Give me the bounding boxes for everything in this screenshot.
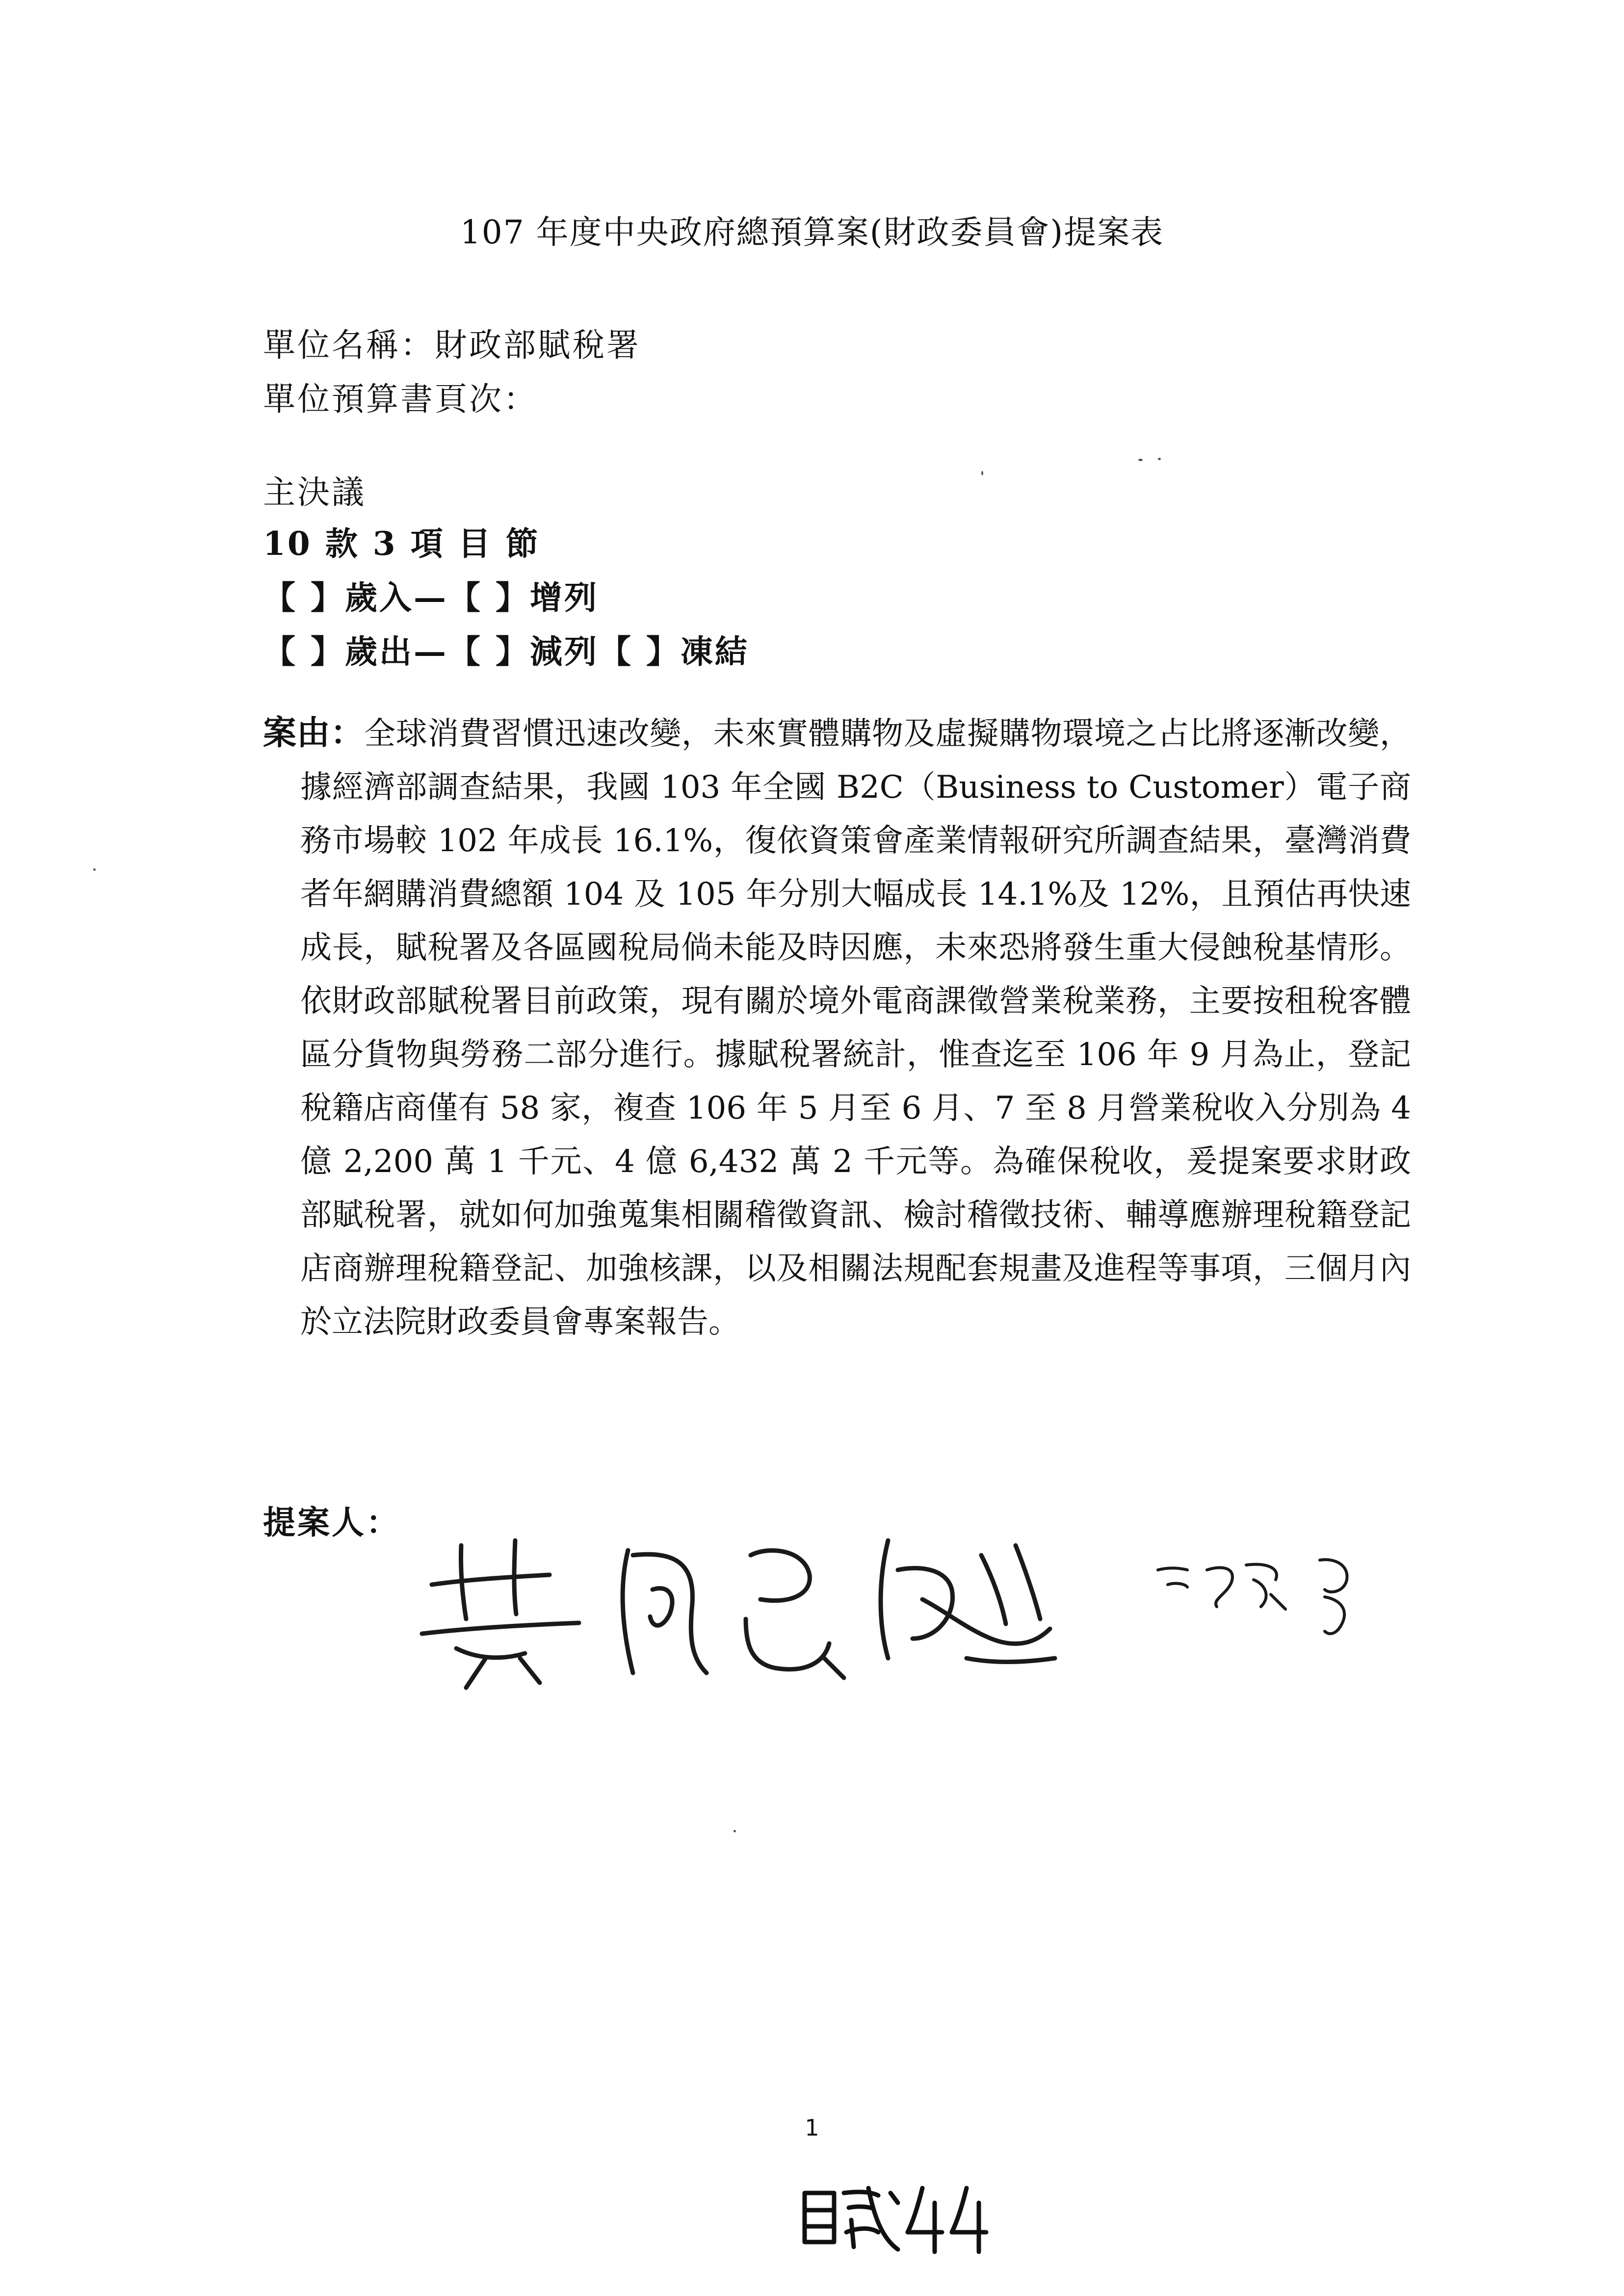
expense-line: 【 】歲出—【 】減列【 】凍結 — [263, 632, 749, 671]
unit-name: 單位名稱：財政部賦稅署 — [263, 326, 641, 364]
reason-paragraph — [263, 706, 1411, 1349]
resolution-label: 主決議 — [263, 473, 366, 511]
budget-item: 10 款 3 項 目 節 — [263, 524, 540, 563]
handwritten-signatures — [402, 1511, 1541, 1717]
scan-speck — [93, 868, 96, 871]
scan-speck — [981, 471, 983, 475]
scan-speck — [1138, 459, 1143, 461]
reason-text: 全球消費習慣迅速改變，未來實體購物及虛擬購物環境之占比將逐漸改變，據經濟部調查結果，我國 103 年全國 B2C（Business to Customer）電子商務市場較 102 年成長 16.1%，復依資策會產業情報研究所調查結果，臺灣消費者年網購消費總額 104 及 105 年分別大幅成長 14.1%及 12%，且預估再快速成長，賦稅署及各區國稅局倘未能及時因應，未來恐將發生重大侵蝕稅基情形。依財政部賦稅署目前政策，現有關於境外電商課徵營業稅業務，主要按租稅客體區分貨物與勞務二部分進行。據賦稅署統計，惟查迄至 106 年 9 月為止，登記稅籍店商僅有 58 家，複查 106 年 5 月至 6 月、7 至 8 月營業稅收入分別為 4 億 2,200 萬 1 千元、4 億 6,432 萬 2 千元等。為確保稅收，爰提案要求財政部賦稅署，就如何加強蒐集相關稽徵資訊、檢討稽徵技術、輔導應辦理稅籍登記店商辦理稅籍登記、加強核課，以及相關法規配套規畫及進程等事項，三個月內於立法院財政委員會專案報告。 — [300, 716, 1411, 1340]
scan-speck — [733, 1830, 736, 1832]
proposer-label: 提案人： — [263, 1503, 400, 1541]
handwritten-stamp — [795, 2173, 991, 2262]
scan-speck — [1158, 458, 1161, 460]
reason-label: 案由： — [263, 713, 365, 753]
budget-page-ref: 單位預算書頁次： — [263, 380, 538, 418]
page-number: 1 — [805, 2114, 819, 2141]
document-title: 107 年度中央政府總預算案(財政委員會)提案表 — [460, 213, 1164, 251]
revenue-line: 【 】歲入—【 】增列 — [263, 578, 599, 617]
